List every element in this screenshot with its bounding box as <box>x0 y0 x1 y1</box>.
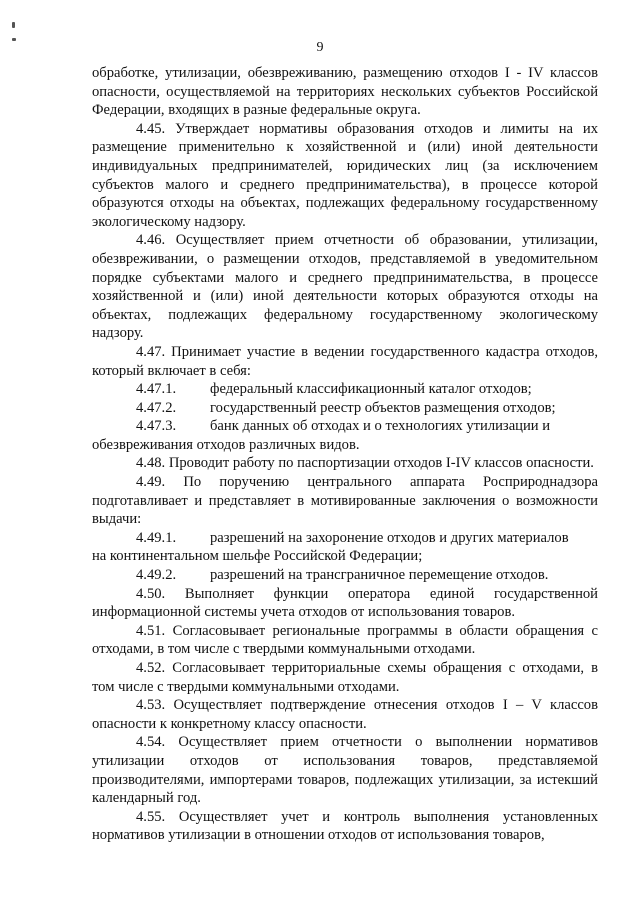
paragraph-4-46: 4.46. Осуществляет прием отчетности об образовании, утилизации, обезвреживании, о размещении отходов, представляемой в уведомительном порядке субъектами малого и среднего предпринимательства, в процессе хозяйственной и (или) иной деятельности которых образуются отходы на объектах, подлежащих федеральному государственному экологическому надзору. <box>92 232 598 342</box>
item-text: государственный реестр объектов размещения отходов; <box>210 399 556 416</box>
paragraph-4-51: 4.51. Согласовывает региональные программы в области обращения с отходами, в том числе с твердыми коммунальными отходами. <box>92 622 598 658</box>
paragraph-4-55: 4.55. Осуществляет учет и контроль выполнения установленных нормативов утилизации в отношении отходов от использования товаров, <box>92 808 598 844</box>
item-number: 4.49.2. <box>136 567 177 584</box>
item-4-49-2 <box>92 566 598 585</box>
paragraph-4-53: 4.53. Осуществляет подтверждение отнесения отходов I – V классов опасности к конкретному классу опасности. <box>92 697 598 732</box>
item-4-47-3-continuation: обезвреживания отходов различных видов. <box>92 436 360 453</box>
paragraph-4-48: 4.48. Проводит работу по паспортизации отходов I-IV классов опасности. <box>136 455 594 472</box>
paragraph-4-47: 4.47. Принимает участие в ведении государственного кадастра отходов, который включает в себя: <box>92 343 598 379</box>
item-number: 4.47.1. <box>136 381 177 398</box>
paragraph-4-54: 4.54. Осуществляет прием отчетности о выполнении нормативов утилизации отходов от использования товаров, представляемой производителями, импортерами товаров, подлежащих утилизации, за истекший календарный год. <box>92 734 598 807</box>
item-number: 4.47.3. <box>136 418 177 435</box>
item-4-49-1-continuation: на континентальном шельфе Российской Федерации; <box>92 548 423 565</box>
item-4-47-1 <box>92 380 598 399</box>
paragraph-4-45: 4.45. Утверждает нормативы образования отходов и лимиты на их размещение применительно к хозяйственной и (или) иной деятельности индивидуальных предпринимателей, юридических лиц (за исключением субъектов малого и среднего предпринимательства), в процессе которой образуются отходы на объектах, подлежащих федеральному государственному экологическому надзору. <box>92 120 598 230</box>
item-4-47-2 <box>92 399 598 418</box>
page-number: 9 <box>316 40 324 55</box>
paragraph-4-50: 4.50. Выполняет функции оператора единой государственной информационной системы учета отходов от использования товаров. <box>92 585 598 621</box>
paragraph-continuation: обработке, утилизации, обезвреживанию, размещению отходов I - IV классов опасности, осуществляемой на территориях нескольких субъектов Российской Федерации, входящих в разные федеральные округа. <box>92 65 598 119</box>
item-text: банк данных об отходах и о технологиях утилизации и <box>210 418 551 435</box>
item-text: разрешений на захоронение отходов и других материалов <box>210 529 569 546</box>
scan-artifact-mark <box>12 22 15 28</box>
item-number: 4.49.1. <box>136 529 177 546</box>
item-4-49-1 <box>92 529 598 548</box>
item-number: 4.47.2. <box>136 399 177 416</box>
document-body <box>92 64 598 845</box>
paragraph-4-52: 4.52. Согласовывает территориальные схемы обращения с отходами, в том числе с твердыми коммунальными отходами. <box>92 660 598 695</box>
paragraph-4-49: 4.49. По поручению центрального аппарата Росприроднадзора подготавливает и представляет в мотивированные заключения о возможности выдачи: <box>92 474 598 528</box>
item-4-47-3 <box>92 417 598 436</box>
item-text: разрешений на трансграничное перемещение отходов. <box>210 567 549 584</box>
item-text: федеральный классификационный каталог отходов; <box>210 381 532 398</box>
